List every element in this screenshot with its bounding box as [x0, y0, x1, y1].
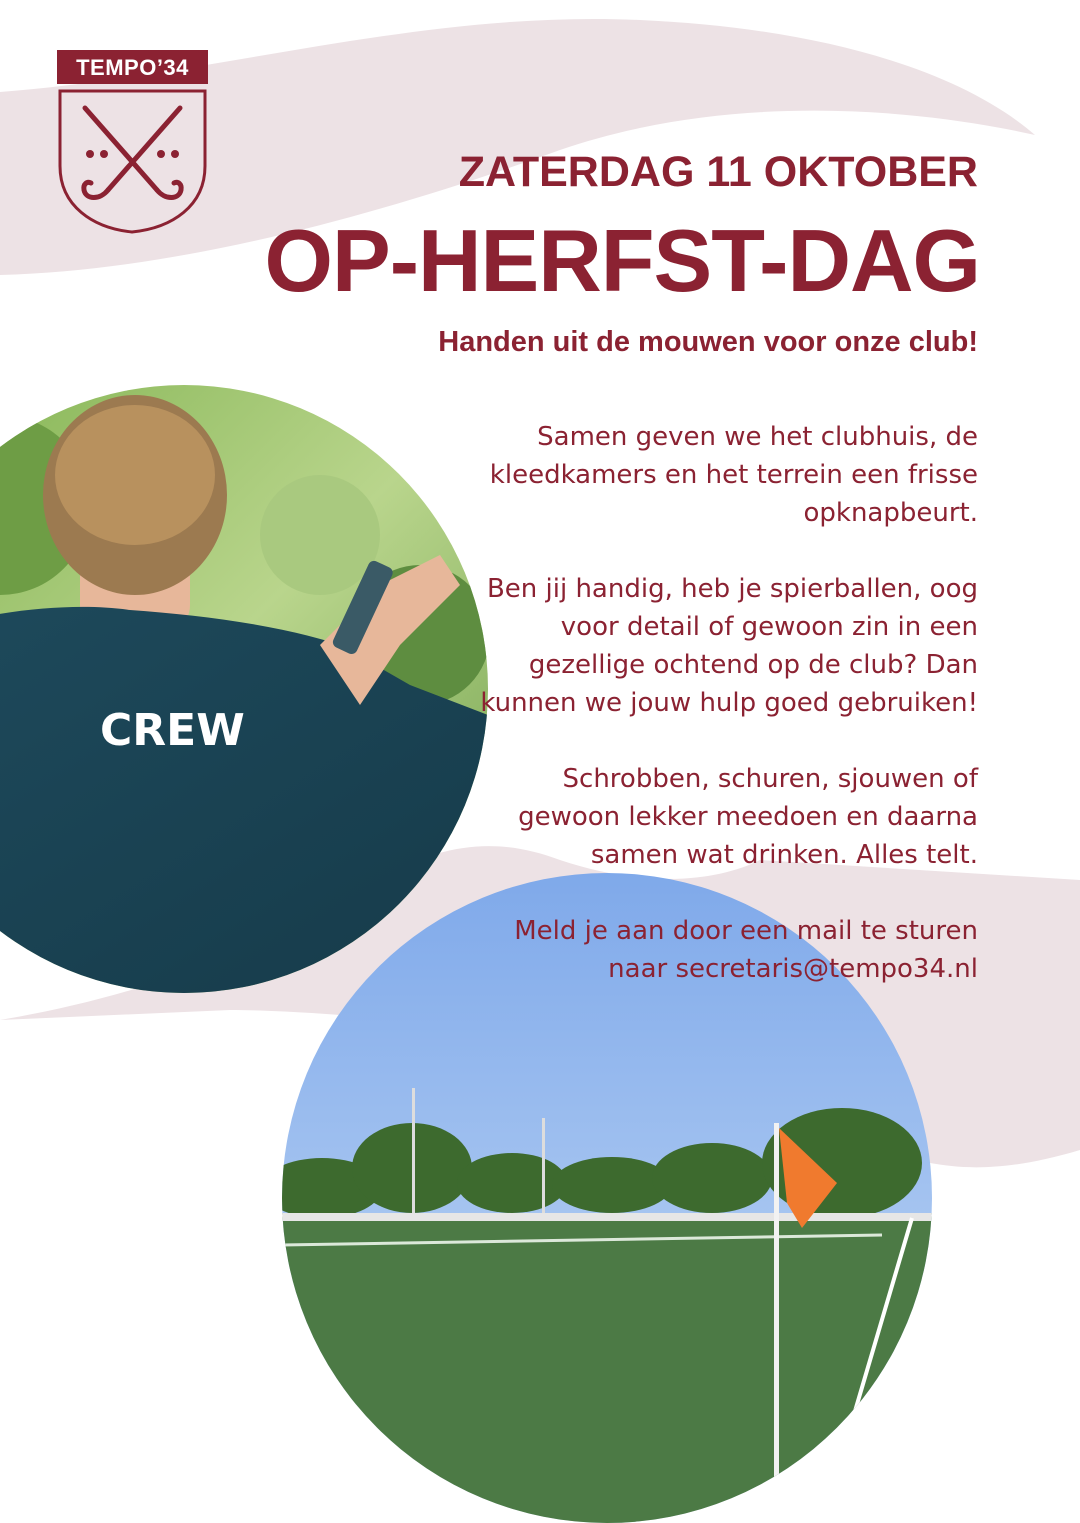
description-paragraph: Ben jij handig, heb je spierballen, oog voor detail of gewoon zin in een gezellige ochtend op de club? Dan kunnen we jouw hulp goed gebruiken!: [480, 574, 978, 718]
logo-banner: TEMPO’34: [57, 50, 208, 84]
description-paragraph: Samen geven we het clubhuis, de kleedkamers en het terrein een frisse opknapbeurt.: [489, 422, 978, 528]
crew-shirt-text: CREW: [100, 705, 245, 756]
description-paragraph: Schrobben, schuren, sjouwen of gewoon lekker meedoen en daarna samen wat drinken. Alles telt.: [518, 764, 978, 870]
event-date: ZATERDAG 11 OKTOBER: [458, 148, 978, 196]
club-logo: [57, 50, 208, 235]
signup-instruction: Meld je aan door een mail te sturen naar secretaris@tempo34.nl: [514, 916, 978, 984]
event-subtitle: Handen uit de mouwen voor onze club!: [438, 326, 978, 358]
event-title: OP-HERFST-DAG: [264, 211, 980, 310]
crossed-hockey-sticks-shield-icon: [57, 88, 208, 235]
event-description: [458, 418, 978, 1026]
